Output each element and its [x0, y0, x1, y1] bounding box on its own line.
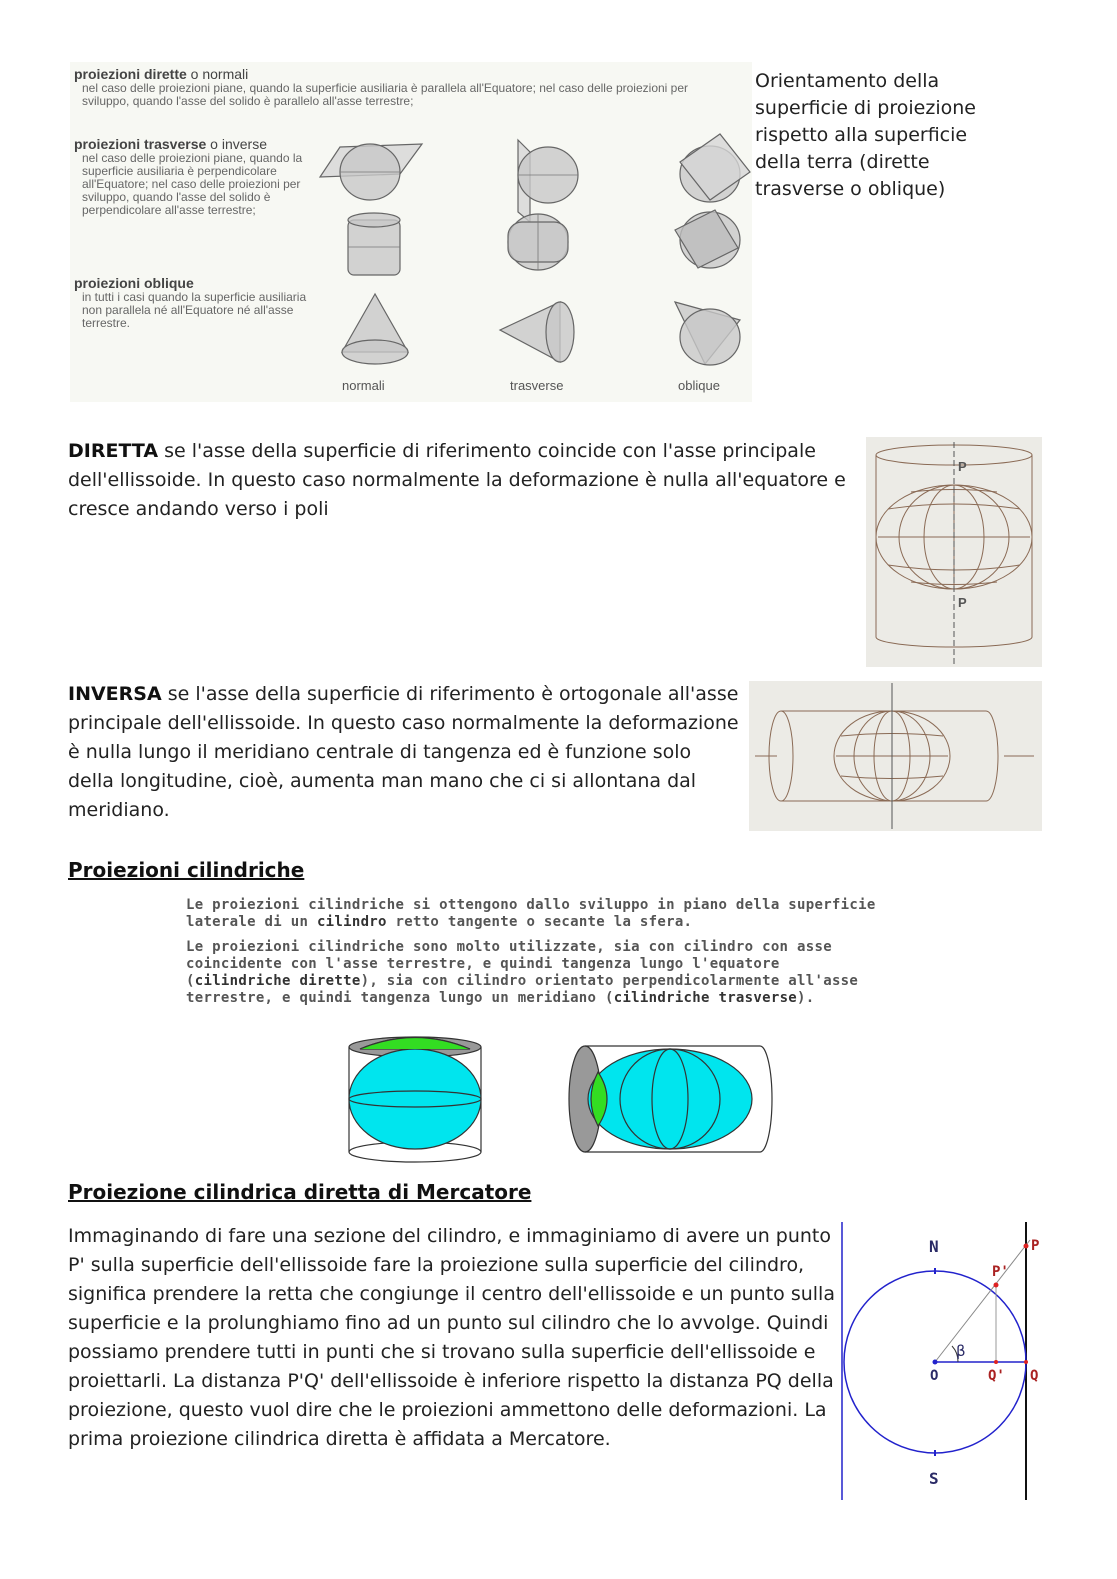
dirette-desc: nel caso delle proiezioni piane, quando la superficie ausiliaria è parallela all'Equatore; nel caso delle proiezioni per sviluppo, quando l'asse del solido è parallelo all'asse terrestre; — [82, 81, 689, 108]
oblique-heading: proiezioni oblique — [74, 275, 194, 291]
box-p2e: ). — [797, 990, 815, 1006]
heading-mercatore: Proiezione cilindrica diretta di Mercatore — [68, 1180, 532, 1204]
label-q: Q — [1030, 1368, 1039, 1384]
trasverse-or: o inverse — [206, 136, 267, 152]
inversa-term: INVERSA — [68, 683, 162, 705]
label-beta: β — [956, 1342, 966, 1360]
diretta-cylinder-drawing — [866, 437, 1042, 667]
dirette-or: o normali — [186, 66, 249, 82]
box-p1b: cilindro — [316, 914, 387, 930]
box-p2c: ), sia con cilindro orientato perpendicolarmente all'asse terrestre, e quindi tangenza lungo un meridiano ( — [186, 973, 859, 1006]
oblique-desc: in tutti i casi quando la superficie ausiliaria non parallela né all'Equatore né all'asse terrestre. — [82, 290, 307, 330]
inversa-cylinder-figure — [749, 681, 1042, 831]
side-note: Orientamento della superficie di proiezione rispetto alla superficie della terra (dirette trasverse o oblique) — [755, 70, 976, 200]
diretta-paragraph — [68, 437, 863, 524]
pole-top-label: P — [958, 459, 967, 474]
diretta-cylinder-figure — [866, 437, 1042, 667]
trasverse-heading: proiezioni trasverse — [74, 136, 207, 152]
inversa-text: se l'asse della superficie di riferimento è ortogonale all'asse principale dell'ellissoide. In questo caso normalmente la deformazione è nulla lungo il meridiano centrale di tangenza ed è funzione solo della longitudine, cioè, aumenta man mano che ci si allontana dal meridiano. — [68, 683, 739, 821]
heading-cilindriche: Proiezioni cilindriche — [68, 858, 305, 882]
label-pp: P' — [992, 1264, 1009, 1280]
label-normali: normali — [342, 378, 385, 393]
inversa-cylinder-drawing — [749, 681, 1042, 831]
box-p2d: cilindriche trasverse — [613, 990, 798, 1006]
cilindriche-text-box — [186, 897, 876, 1007]
box-p2b: cilindriche dirette — [194, 973, 361, 989]
label-oblique: oblique — [678, 378, 720, 393]
trasverse-desc: nel caso delle proiezioni piane, quando la superficie ausiliaria è perpendicolare all'Equatore; nel caso delle proiezioni per sviluppo, quando l'asse del solido è perpendicolare all'asse terrestre; — [82, 151, 303, 217]
box-p1c: retto tangente o secante la sfera. — [386, 914, 693, 930]
diretta-text: se l'asse della superficie di riferimento coincide con l'asse principale dell'ellissoide. In questo caso normalmente la deformazione è nulla all'equatore e cresce andando verso i poli — [68, 440, 846, 520]
mercator-geometry-diagram — [838, 1222, 1058, 1502]
mercatore-paragraph: Immaginando di fare una sezione del cilindro, e immaginiamo di avere un punto P' sulla superficie dell'ellissoide fare la proiezione sulla superficie del cilindro, significa prendere la retta che congiunge il centro dell'ellissoide e un punto sulla superficie e la prolunghiamo fino ad un punto sul cilindro che lo avvolge. Quindi possiamo prendere tutti in punti che si trovano sulla superficie dell'ellissoide e proiettarli. La distanza P'Q' dell'ellissoide è inferiore rispetto la distanza PQ della proiezione, questo vuol dire che le proiezioni ammettono delle deformazioni. La prima proiezione cilindrica diretta è affidata a Mercatore. — [68, 1225, 835, 1450]
box-p1a: Le proiezioni cilindriche si ottengono dallo sviluppo in piano della superficie laterale di un — [186, 897, 876, 930]
projection-orientation-figure — [70, 62, 752, 402]
inversa-paragraph — [68, 680, 743, 825]
label-p: P — [1031, 1238, 1040, 1254]
label-s: S — [929, 1469, 939, 1488]
projection-shapes-drawing — [70, 62, 752, 402]
label-o: O — [930, 1368, 939, 1384]
label-trasverse: trasverse — [510, 378, 564, 393]
label-qp: Q' — [988, 1368, 1005, 1384]
diretta-term: DIRETTA — [68, 440, 159, 462]
cylindrical-projection-figures — [340, 1034, 780, 1166]
box-p2a: Le proiezioni cilindriche sono molto utilizzate, sia con cilindro con asse coincidente con l'asse terrestre, e quindi tangenza lungo l'equatore ( — [186, 939, 832, 989]
pole-bottom-label: P — [958, 595, 967, 610]
label-n: N — [929, 1237, 939, 1256]
dirette-heading: proiezioni dirette — [74, 66, 187, 82]
